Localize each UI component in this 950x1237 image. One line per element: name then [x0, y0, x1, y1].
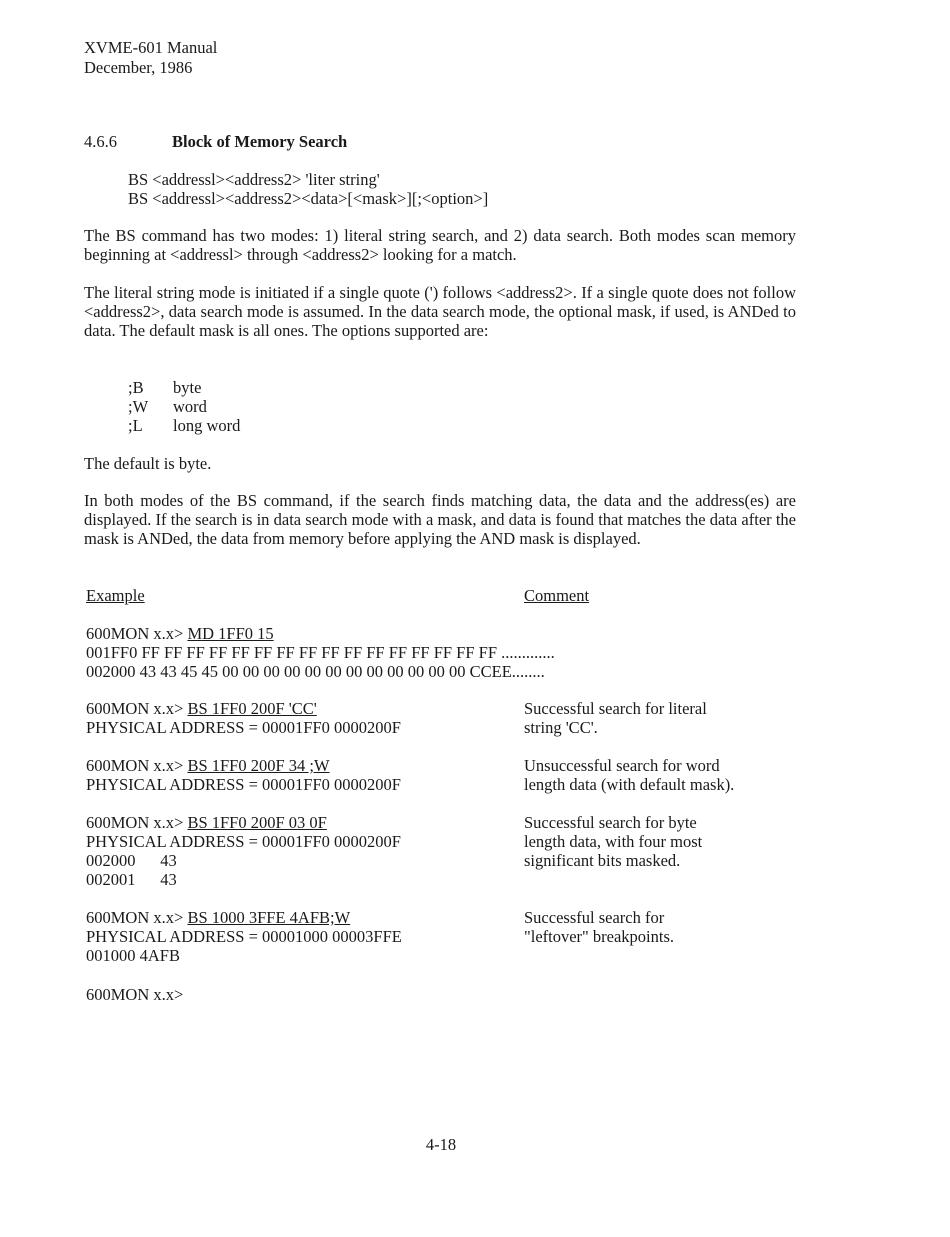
option-desc: long word [173, 416, 241, 435]
section-title: Block of Memory Search [172, 132, 348, 151]
command: BS 1000 3FFE 4AFB;W [187, 908, 351, 927]
command-line [86, 624, 555, 643]
memory-dump-example [86, 624, 555, 681]
final-prompt: 600MON x.x> [86, 985, 184, 1004]
comment-line: "leftover" breakpoints. [524, 927, 675, 946]
output-line: PHYSICAL ADDRESS = 00001FF0 0000200F [86, 718, 401, 737]
comment-line: Successful search for byte [524, 813, 697, 832]
manual-title: XVME-601 Manual [84, 38, 218, 57]
comment-line: Successful search for literal [524, 699, 707, 718]
command-line [86, 908, 402, 927]
syntax-line: BS <addressl><address2> 'liter string' [128, 170, 380, 189]
option-desc: byte [173, 378, 202, 397]
paragraph-modes: The BS command has two modes: 1) literal string search, and 2) data search. Both modes scan memory beginning at <addressl> through <address2> looking for a match. [84, 226, 796, 264]
prompt: 600MON x.x> [86, 813, 184, 832]
prompt: 600MON x.x> [86, 756, 184, 775]
prompt: 600MON x.x> [86, 908, 184, 927]
command: BS 1FF0 200F 34 ;W [187, 756, 330, 775]
column-heading-example: Example [86, 586, 145, 605]
output-line: 002000 43 [86, 851, 177, 870]
manual-date: December, 1986 [84, 58, 193, 77]
option-key: ;B [128, 378, 144, 397]
option-item [128, 378, 240, 397]
example-comment [524, 813, 702, 870]
syntax-line: BS <addressl><address2><data>[<mask>][;<option>] [128, 189, 489, 208]
prompt: 600MON x.x> [86, 624, 184, 643]
command-line [86, 813, 401, 832]
options-list [128, 378, 240, 435]
example-comment [524, 908, 674, 946]
example-block [86, 813, 401, 889]
paragraph-display: In both modes of the BS command, if the search finds matching data, the data and the address(es) are displayed. If the search is in data search mode with a mask, and data is found that matches the data after the mask is ANDed, the data from memory before applying the AND mask is displayed. [84, 491, 796, 548]
command: BS 1FF0 200F 'CC' [187, 699, 317, 718]
example-block [86, 756, 401, 794]
option-desc: word [173, 397, 207, 416]
output-line: 001000 4AFB [86, 946, 180, 965]
output-line: 002001 43 [86, 870, 177, 889]
comment-line: string 'CC'. [524, 718, 598, 737]
output-line: PHYSICAL ADDRESS = 00001FF0 0000200F [86, 832, 401, 851]
command-line [86, 756, 401, 775]
output-line: PHYSICAL ADDRESS = 00001FF0 0000200F [86, 775, 401, 794]
example-block [86, 699, 401, 737]
default-note: The default is byte. [84, 454, 212, 473]
comment-line: significant bits masked. [524, 851, 681, 870]
example-block [86, 908, 402, 965]
output-line: PHYSICAL ADDRESS = 00001000 00003FFE [86, 927, 402, 946]
example-comment [524, 756, 734, 794]
paragraph-literal-mode: The literal string mode is initiated if a single quote (') follows <address2>. If a single quote does not follow <address2>, data search mode is assumed. In the data search mode, the optional mask, if used, is ANDed to data. The default mask is all ones. The options supported are: [84, 283, 796, 340]
prompt: 600MON x.x> [86, 699, 184, 718]
comment-line: length data, with four most [524, 832, 703, 851]
section-number: 4.6.6 [84, 132, 117, 151]
command: MD 1FF0 15 [187, 624, 274, 643]
comment-line: length data (with default mask). [524, 775, 735, 794]
dump-line: 001FF0 FF FF FF FF FF FF FF FF FF FF FF FF FF FF FF FF ............. [86, 643, 555, 662]
dump-line: 002000 43 43 45 45 00 00 00 00 00 00 00 00 00 00 00 00 CCEE........ [86, 662, 545, 681]
page-number: 4-18 [425, 1135, 457, 1154]
page-header [84, 38, 217, 78]
option-key: ;L [128, 416, 143, 435]
example-comment [524, 699, 707, 737]
command-syntax [128, 170, 488, 208]
option-key: ;W [128, 397, 149, 416]
column-heading-comment: Comment [524, 586, 590, 605]
option-item [128, 397, 240, 416]
command: BS 1FF0 200F 03 0F [187, 813, 327, 832]
command-line [86, 699, 401, 718]
comment-line: Successful search for [524, 908, 665, 927]
comment-line: Unsuccessful search for word [524, 756, 720, 775]
option-item [128, 416, 240, 435]
